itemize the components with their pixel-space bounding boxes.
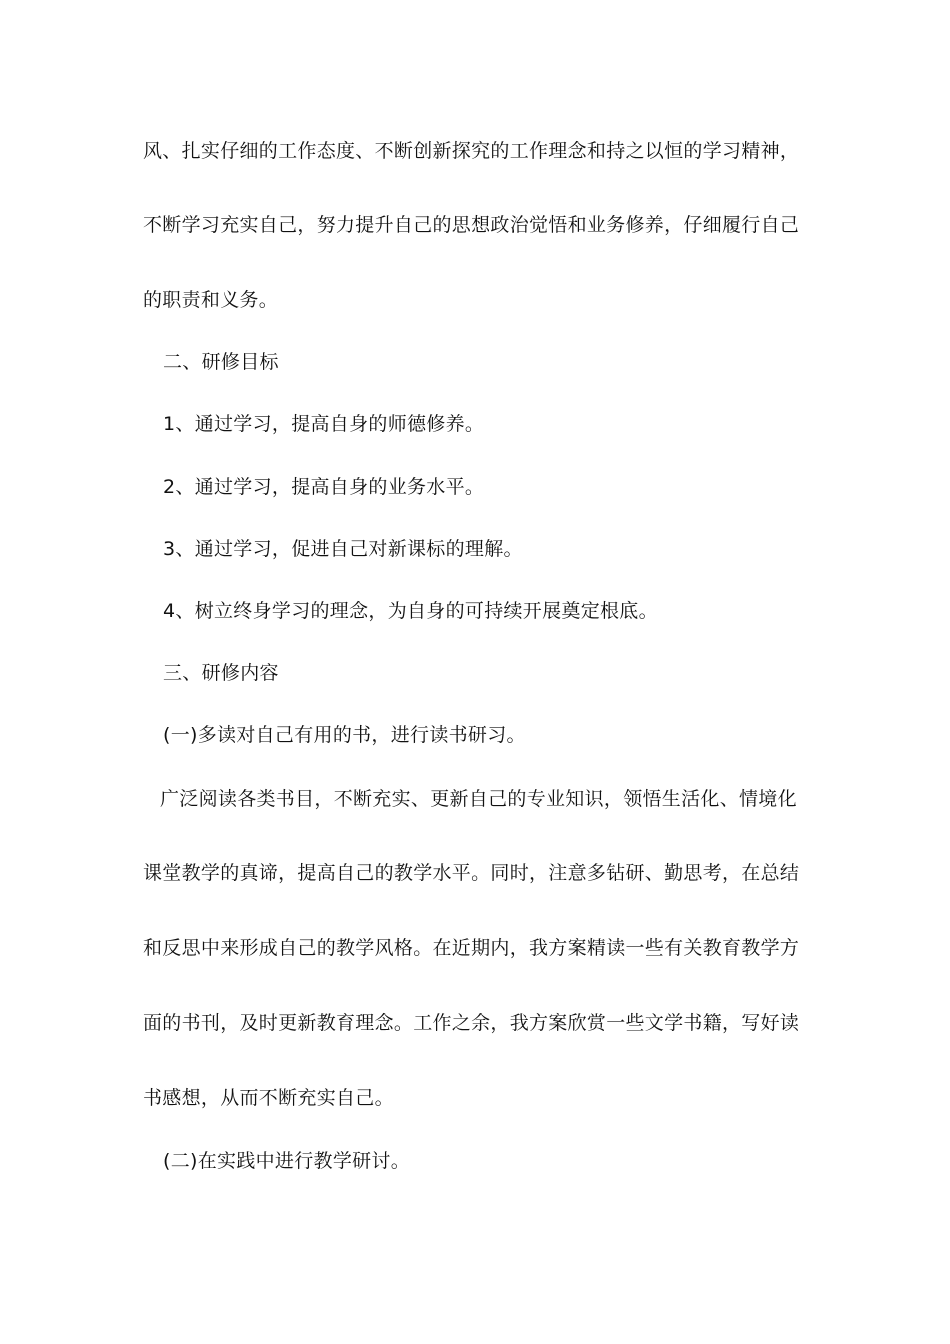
- paragraph-line: 面的书刊，及时更新教育理念。工作之余，我方案欣赏一些文学书籍，写好读: [143, 1012, 800, 1034]
- paragraph-line: 和反思中来形成自己的教学风格。在近期内，我方案精读一些有关教育教学方: [143, 937, 800, 959]
- paragraph-line: 风、扎实仔细的工作态度、不断创新探究的工作理念和持之以恒的学习精神，: [143, 140, 800, 162]
- list-item: 4、树立终身学习的理念，为自身的可持续开展奠定根底。: [163, 600, 658, 622]
- section-heading: 三、研修内容: [163, 662, 279, 684]
- paragraph-line: 不断学习充实自己，努力提升自己的思想政治觉悟和业务修养，仔细履行自己: [143, 214, 800, 236]
- list-item: 1、通过学习，提高自身的师德修养。: [163, 413, 485, 435]
- paragraph-line: 课堂教学的真谛，提高自己的教学水平。同时，注意多钻研、勤思考，在总结: [143, 862, 800, 884]
- section-heading: 二、研修目标: [163, 351, 279, 373]
- list-item: 2、通过学习，提高自身的业务水平。: [163, 476, 485, 498]
- subsection-heading: (一)多读对自己有用的书，进行读书研习。: [163, 724, 526, 746]
- paragraph-line: 书感想，从而不断充实自己。: [143, 1087, 394, 1109]
- paragraph-line: 广泛阅读各类书目，不断充实、更新自己的专业知识，领悟生活化、情境化: [160, 788, 797, 810]
- subsection-heading: (二)在实践中进行教学研讨。: [163, 1150, 411, 1172]
- list-item: 3、通过学习，促进自己对新课标的理解。: [163, 538, 523, 560]
- paragraph-line: 的职责和义务。: [143, 289, 279, 311]
